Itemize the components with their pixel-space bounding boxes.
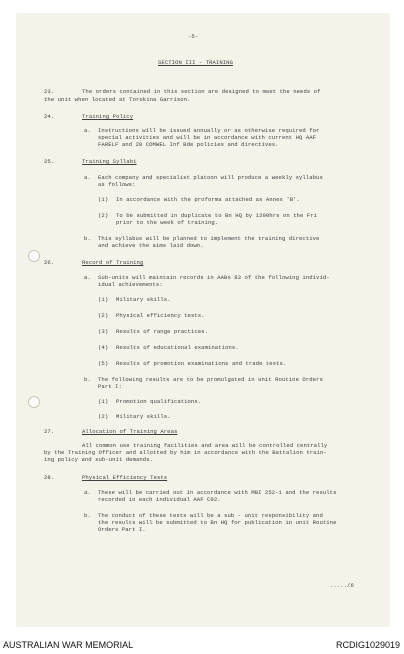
para-25b-line: This syllabus will be planned to implement the training directive [98, 235, 320, 242]
list-item-text: In accordance with the proforma attached as Annex 'B'. [116, 196, 300, 203]
para-24a-line: special activities and will be in accordance with current HQ AAF [98, 134, 317, 141]
continuation-marker: ...../6 [330, 582, 354, 589]
list-item-text: Military skills. [116, 296, 171, 303]
list-item-number: (1) [98, 196, 109, 203]
para-26-title: Record of Training [82, 259, 144, 266]
para-24a-line: FARELF and 28 COMWEL Inf Bde policies and directives. [98, 141, 279, 148]
list-item-number: (2) [98, 212, 109, 219]
para-23-line: The orders contained in this section are designed to meet the needs of [82, 88, 321, 95]
para-27-line: All common use training facilities and area will be controlled centrally [82, 442, 328, 449]
list-item-text: Results of promotion examinations and trade tests. [116, 360, 287, 367]
para-25b-line: and achieve the aims laid down. [98, 242, 204, 249]
para-26b-line: Part I: [98, 383, 122, 390]
para-28b-line: The conduct of these tests will be a sub - unit responsibility and [98, 512, 323, 519]
section-heading: SECTION III - TRAINING [158, 59, 233, 66]
para-28-number: 28. [44, 474, 55, 481]
list-item-text: Promotion qualifications. [116, 398, 202, 405]
punch-hole-bottom [28, 396, 40, 408]
list-item-number: (1) [98, 398, 109, 405]
para-24-number: 24. [44, 113, 55, 120]
list-item-number: (5) [98, 360, 109, 367]
para-26a-line: Sub-units will maintain records in AABs 83 of the following individ- [98, 274, 330, 281]
para-25-number: 25. [44, 158, 55, 165]
page-number: -5- [188, 33, 199, 40]
para-28a-label: a. [84, 489, 91, 496]
para-28b-line: the results will be submitted to Bn HQ for publication in unit Routine [98, 519, 337, 526]
para-27-line: by the Training Officer and allotted by him in accordance with the Battalion train- [44, 449, 327, 456]
list-item-text: To be submitted in duplicate to Bn HQ by 1200hrs on the Fri [116, 212, 318, 219]
archive-name: AUSTRALIAN WAR MEMORIAL [3, 640, 134, 650]
punch-hole-top [28, 250, 40, 262]
para-25a-line: as follows: [98, 181, 136, 188]
list-item-text: Physical efficiency tests. [116, 312, 205, 319]
para-28b-label: b. [84, 512, 91, 519]
para-25-title: Training Syllabi [82, 158, 137, 165]
list-item-text: Results of range practices. [116, 328, 208, 335]
para-26-number: 26. [44, 259, 55, 266]
para-28-title: Physical Efficiency Tests [82, 474, 168, 481]
list-item-number: (4) [98, 344, 109, 351]
para-25a-line: Each company and specialist platoon will produce a weekly syllabus [98, 174, 323, 181]
para-24-title: Training Policy [82, 113, 134, 120]
para-27-line: ing policy and sub-unit demands. [44, 456, 154, 463]
list-item-text: Results of educational examinations. [116, 344, 239, 351]
para-28b-line: Orders Part I. [98, 526, 146, 533]
para-23-line: the unit when located at Torokina Garrison. [44, 96, 191, 103]
para-28a-line: recorded in each individual AAF C92. [98, 496, 221, 503]
list-item-number: (1) [98, 296, 109, 303]
para-27-number: 27. [44, 428, 55, 435]
list-item-number: (2) [98, 413, 109, 420]
para-26a-label: a. [84, 274, 91, 281]
list-item-text: prior to the week of training. [116, 219, 219, 226]
para-28a-line: These will be carried out in accordance with MBI 252-1 and the results [98, 489, 337, 496]
archive-reference: RCDIG1029019 [335, 640, 400, 650]
para-26b-label: b. [84, 376, 91, 383]
list-item-number: (2) [98, 312, 109, 319]
para-26a-line: idual achievements: [98, 281, 163, 288]
para-25b-label: b. [84, 235, 91, 242]
para-24a-label: a. [84, 127, 91, 134]
document-page [17, 14, 389, 626]
para-27-title: Allocation of Training Areas [82, 428, 178, 435]
para-25a-label: a. [84, 174, 91, 181]
para-26b-line: The following results are to be promulgated in unit Routine Orders [98, 376, 323, 383]
para-24a-line: Instructions will be issued annually or as otherwise required for [98, 127, 320, 134]
list-item-text: Military skills. [116, 413, 171, 420]
para-23-number: 23. [44, 88, 55, 95]
list-item-number: (3) [98, 328, 109, 335]
